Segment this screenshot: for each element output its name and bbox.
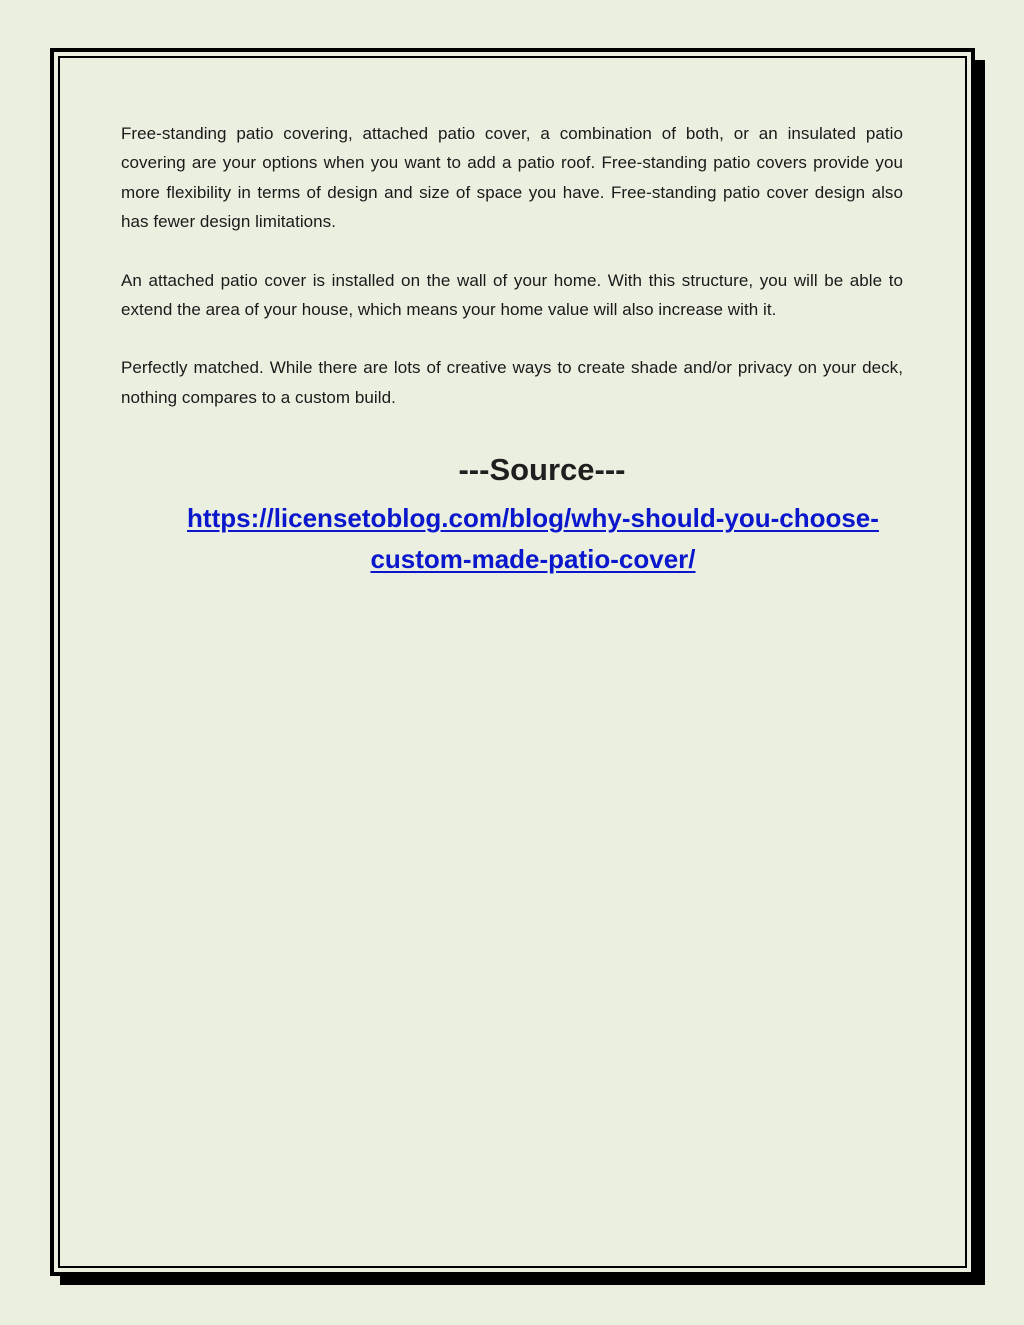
paragraph-perfectly-matched: Perfectly matched. While there are lots of creative ways to create shade and/or privacy on your deck, nothing compares to a custom build. — [121, 358, 903, 407]
source-link[interactable] — [121, 498, 903, 580]
source-heading: ---Source--- — [458, 452, 626, 488]
source-link-line-2: custom-made-patio-cover/ — [370, 544, 696, 575]
paragraph-attached-cover: An attached patio cover is installed on the wall of your home. With this structure, you will be able to extend the area of your house, which means your home value will also increase with it. — [121, 270, 903, 320]
source-link-line-1: https://licensetoblog.com/blog/why-should-you-choose- — [187, 503, 879, 534]
document-body — [121, 119, 903, 580]
paragraph-patio-options: Free-standing patio covering, attached patio cover, a combination of both, or an insulated patio covering are your options when you want to add a patio roof. Free-standing patio covers provide you more flexibility in terms of design and size of space you have. Free-standing patio cover design also has fewer design limitations. — [121, 124, 903, 232]
